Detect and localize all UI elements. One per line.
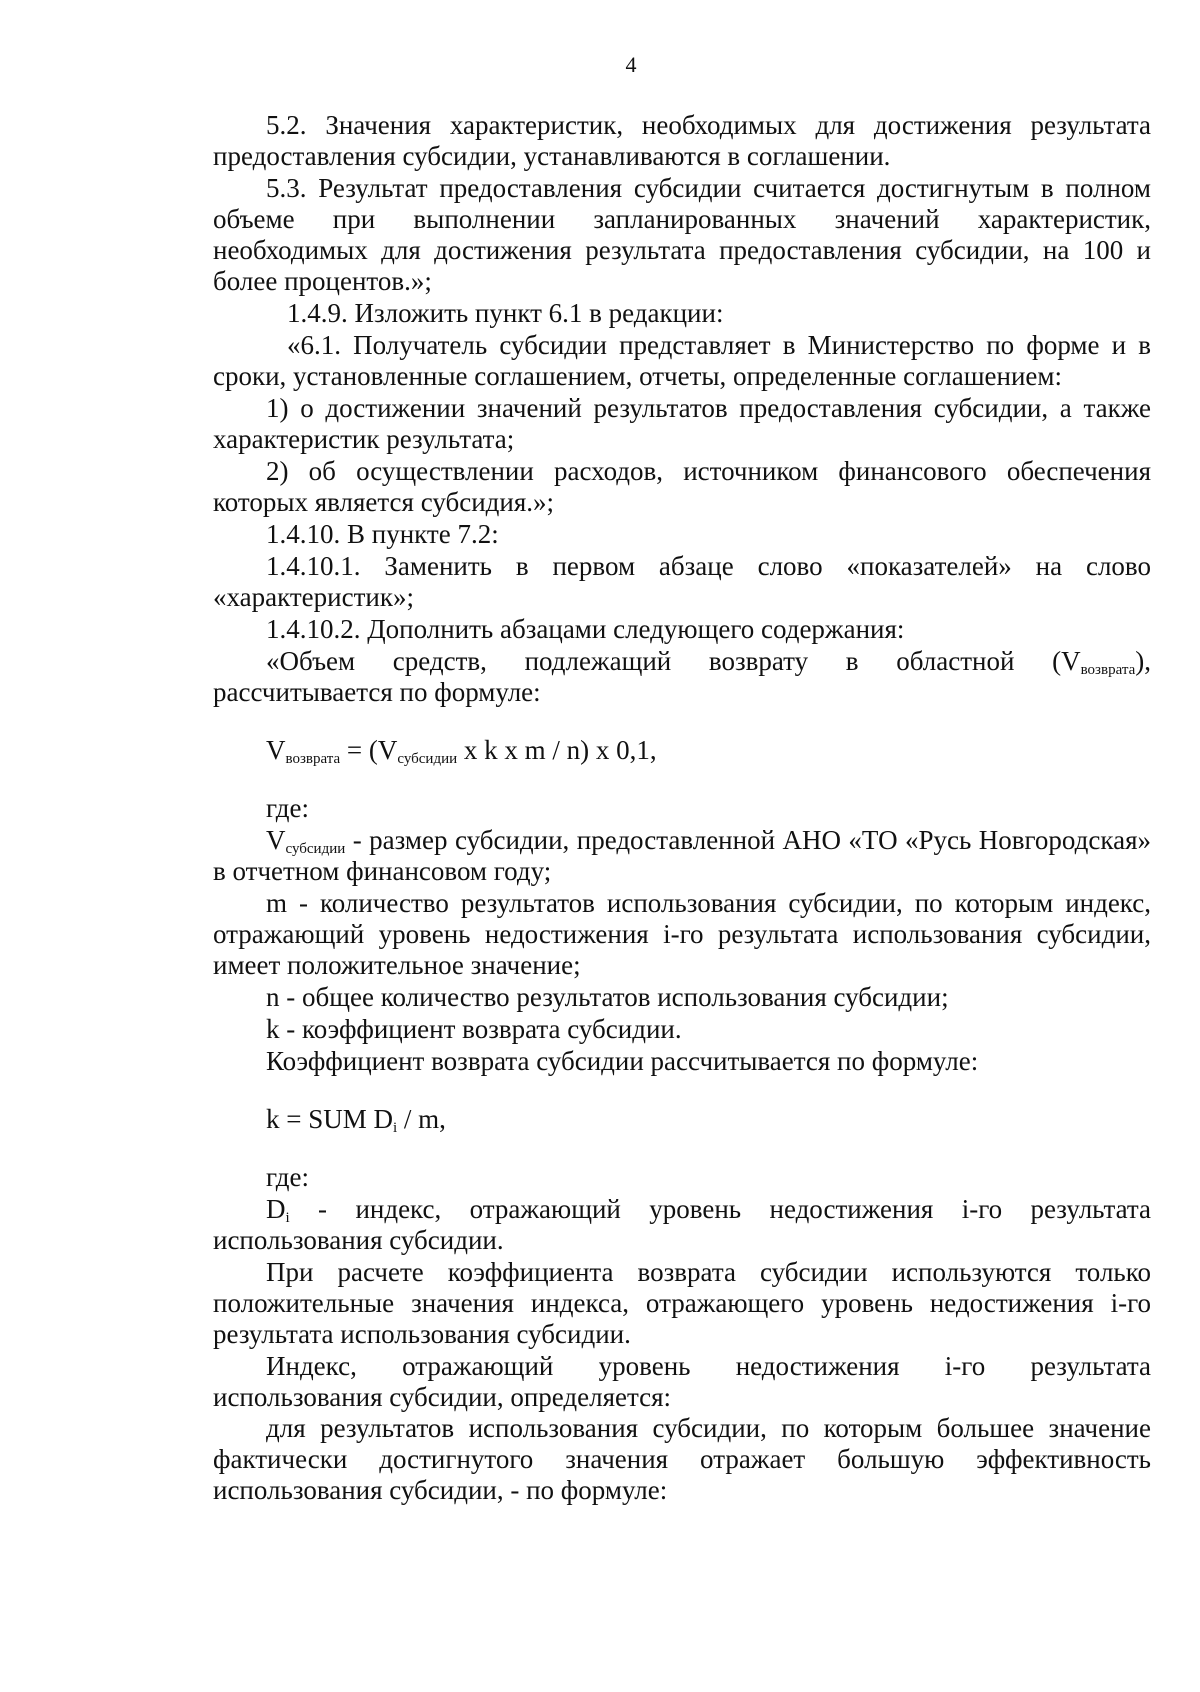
paragraph-calculation: При расчете коэффициента возврата субсидии используются только положительные значения индекса, отражающего уровень недостижения i-го результата использования субсидии. — [213, 1257, 1151, 1349]
document-body — [213, 110, 1151, 1507]
list-item-2: 2) об осуществлении расходов, источником финансового обеспечения которых является субсидия.»; — [213, 456, 1151, 517]
refund-volume-line-2: рассчитывается по формуле: — [213, 677, 541, 707]
list-item-1: 1) о достижении значений результатов предоставления субсидии, а также характеристик результата; — [213, 393, 1151, 454]
definition-m: m - количество результатов использования субсидии, по которым индекс, отражающий уровень недостижения i-го результата использования субсидии, имеет положительное значение; — [213, 888, 1151, 980]
definition-v-subsidy: $V_{субсидии}$ - размер субсидии, предоставленной АНО «ТО «Русь Новгородская» в отчетном финансовом году; — [213, 825, 1151, 886]
paragraph-6-1: «6.1. Получатель субсидии представляет в Министерство по форме и в сроки, установленные соглашением, отчеты, определенные соглашением: — [213, 330, 1151, 391]
page-number: 4 — [625, 52, 637, 77]
refund-formula: $V_{возврата} = (V_{субсидии}$ x k x m / n) x 0,1, — [266, 735, 657, 767]
paragraph-1-4-10-2: 1.4.10.2. Дополнить абзацами следующего содержания: — [266, 614, 905, 644]
where-label-1: где: — [266, 793, 309, 823]
paragraph-k-formula-intro: Коэффициент возврата субсидии рассчитывается по формуле: — [266, 1046, 979, 1076]
refund-volume-line-1: «Объем средств, подлежащий возврату в областной $(V_{возврата})$, — [266, 646, 1151, 678]
definition-n: n - общее количество результатов использования субсидии; — [266, 982, 949, 1012]
paragraph-1-4-10: 1.4.10. В пункте 7.2: — [266, 519, 499, 549]
k-formula: k = SUM $D_i$ / m, — [266, 1104, 446, 1136]
index-line-1: Индекс, отражающий уровень недостижения i-го результата — [266, 1351, 1151, 1381]
paragraph-last: для результатов использования субсидии, по которым большее значение фактически достигнутого значения отражает большую эффективность использования субсидии, - по формуле: — [213, 1413, 1151, 1505]
paragraph-1-4-10-1: 1.4.10.1. Заменить в первом абзаце слово «показателей» на слово «характеристик»; — [213, 551, 1151, 612]
where-label-2: где: — [266, 1162, 309, 1192]
index-line-2: использования субсидии, определяется: — [213, 1382, 672, 1412]
definition-k: k - коэффициент возврата субсидии. — [266, 1014, 682, 1044]
paragraph-refund-volume — [213, 646, 1151, 708]
paragraph-1-4-9: 1.4.9. Изложить пункт 6.1 в редакции: — [287, 298, 724, 328]
v-refund-symbol: $(V_{возврата})$, — [1052, 646, 1151, 678]
paragraph-5-2: 5.2. Значения характеристик, необходимых для достижения результата предоставления субсидии, устанавливаются в соглашении. — [213, 110, 1151, 171]
paragraph-5-3: 5.3. Результат предоставления субсидии считается достигнутым в полном объеме при выполнении запланированных значений характеристик, необходимых для достижения результата предоставления субсидии, на 100 и более процентов.»; — [213, 173, 1151, 296]
paragraph-index — [213, 1351, 1151, 1413]
definition-d: $D_i$ - индекс, отражающий уровень недостижения i-го результата использования субсидии. — [213, 1194, 1151, 1255]
